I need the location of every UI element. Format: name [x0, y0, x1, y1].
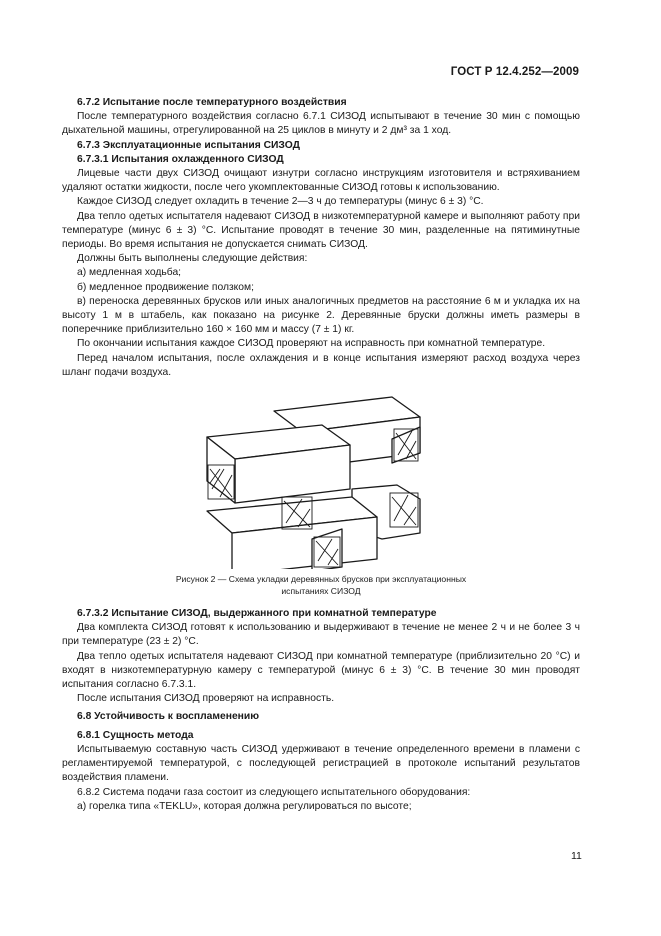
section-heading: 6.7.3 Эксплуатационные испытания СИЗОД [77, 139, 300, 151]
paragraph: Должны быть выполнены следующие действия: [77, 253, 308, 265]
document-body [62, 96, 580, 814]
figure-caption [62, 573, 580, 597]
list-item: а) горелка типа «TEKLU», которая должна регулироваться по высоте; [77, 800, 412, 812]
figure-2-wooden-blocks [62, 389, 580, 571]
paragraph: После температурного воздействия согласно 6.7.1 СИЗОД испытывают в течение 30 мин с помощью дыхательной машины, отрегулированной на 25 циклов в минуту и 2 дм³ за 1 ход. [62, 111, 580, 137]
paragraph: Два тепло одетых испытателя надевают СИЗОД при комнатной температуре (приблизительно 20 °С) и входят в низкотемпературную камеру с температурой (минус 6 ± 3) °С. В течение 30 мин проводят испытания согласно 6.7.3.1. [62, 650, 580, 691]
paragraph: Испытываемую составную часть СИЗОД удерживают в течение определенного времени в пламени с регламентируемой температурой, с последующей регистрацией в протоколе испытаний результатов воздействия пламени. [62, 743, 580, 784]
list-item: в) переноска деревянных брусков или иных аналогичных предметов на расстояние 6 м и укладка их на высоту 1 м в штабель, как показано на рисунке 2. Деревянные бруски должны иметь размеры в поперечнике приблизительно 160 × 160 мм и массу (7 ± 1) кг. [62, 295, 580, 336]
section-heading: 6.7.3.1 Испытания охлажденного СИЗОД [77, 153, 284, 165]
section-heading: 6.7.2 Испытание после температурного воздействия [77, 97, 347, 108]
stacked-blocks-illustration [202, 389, 432, 569]
paragraph: 6.8.2 Система подачи газа состоит из следующего испытательного оборудования: [77, 786, 471, 798]
paragraph: По окончании испытания каждое СИЗОД проверяют на исправность при комнатной температуре. [77, 338, 546, 350]
page-number: 11 [571, 850, 582, 862]
list-item: а) медленная ходьба; [77, 267, 182, 279]
section-heading: 6.8 Устойчивость к воспламенению [77, 711, 260, 723]
paragraph: Два комплекта СИЗОД готовят к использованию и выдерживают в течение не менее 2 ч и не более 3 ч при температуре (23 ± 2) °С. [62, 622, 580, 648]
paragraph: После испытания СИЗОД проверяют на исправность. [77, 693, 335, 705]
paragraph: Два тепло одетых испытателя надевают СИЗОД в низкотемпературной камере и выполняют работу при температуре (минус 6 ± 3) °С. Испытание проводят в течение 30 мин, разделенные на пятиминутные периоды. Во время испытания не допускается снимать СИЗОД. [62, 210, 580, 251]
paragraph: Перед началом испытания, после охлаждения и в конце испытания измеряют расход воздуха через шланг подачи воздуха. [62, 352, 580, 378]
paragraph: Лицевые части двух СИЗОД очищают изнутри согласно инструкциям изготовителя и встряхиванием удаляют остатки жидкости, после чего укомплектованные СИЗОД готовы к использованию. [62, 168, 580, 194]
figure-caption-line: испытаниях СИЗОД [281, 586, 361, 597]
document-header: ГОСТ Р 12.4.252—2009 [450, 66, 579, 78]
section-heading: 6.8.1 Сущность метода [77, 729, 194, 741]
figure-caption-line: Рисунок 2 — Схема укладки деревянных брусков при эксплуатационных [175, 574, 467, 585]
list-item: б) медленное продвижение ползком; [77, 281, 254, 293]
paragraph: Каждое СИЗОД следует охладить в течение 2—3 ч до температуры (минус 6 ± 3) °С. [77, 196, 484, 208]
section-heading: 6.7.3.2 Испытание СИЗОД, выдержанного при комнатной температуре [77, 608, 437, 620]
